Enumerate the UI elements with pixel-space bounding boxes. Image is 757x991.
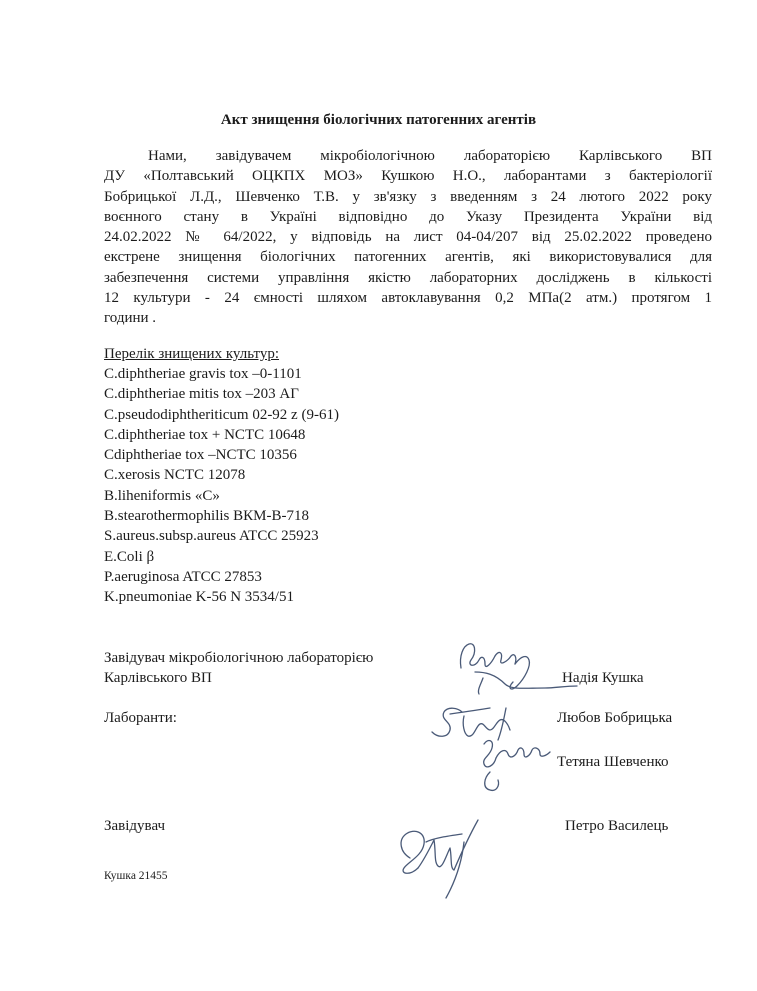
lab-name-1: Любов Бобрицька: [557, 710, 673, 726]
culture-item: K.pneumoniae K-56 N 3534/51: [104, 589, 294, 606]
manager-signature-icon: [390, 812, 490, 902]
culture-item: C.pseudodiphtheriticum 02-92 z (9-61): [104, 406, 339, 423]
body-line: екстрене знищення біологічних патогенних агентів, які використовувалися для: [104, 249, 712, 266]
cultures-list: [104, 364, 339, 608]
body-line: години .: [104, 310, 157, 327]
body-line: воєнного стану в Україні відповідно до Указу Президента України від: [104, 208, 712, 225]
culture-item: B.stearothermophilis ВКМ-В-718: [104, 508, 309, 525]
act-body-paragraph: [104, 146, 712, 329]
manager-name: Петро Василець: [565, 818, 669, 834]
head-signature-icon: [455, 638, 580, 700]
culture-item: P.aeruginosa ATCC 27853: [104, 568, 262, 585]
document-title: Акт знищення біологічних патогенних агентів: [220, 112, 537, 128]
culture-item: B.liheniformis «C»: [104, 487, 220, 504]
head-title-line2: Карлівського ВП: [104, 670, 212, 686]
culture-item: C.diphtheriae tox + NCTC 10648: [104, 426, 306, 443]
culture-item: C.diphtheriae gravis tox –0-1101: [104, 366, 302, 382]
lab-name-2: Тетяна Шевченко: [557, 754, 669, 770]
head-title-line1: Завідувач мікробіологічною лабораторією: [104, 650, 374, 666]
body-line: 12 культури - 24 ємності шляхом автоклавування 0,2 МПа(2 атм.) протягом 1: [104, 290, 712, 307]
lab-signature-2-icon: [470, 734, 560, 796]
body-line: Нами, завідувачем мікробіологічною лабораторією Карлівського ВП: [148, 148, 712, 164]
culture-item: S.aureus.subsp.aureus ATCC 25923: [104, 528, 319, 545]
manager-title: Завідувач: [104, 818, 166, 834]
lab-title: Лаборанти:: [104, 710, 177, 726]
body-line: 24.02.2022 № 64/2022, у відповідь на лист 04-04/207 від 25.02.2022 проведено: [104, 229, 712, 246]
culture-item: C.diphtheriae mitis tox –203 АГ: [104, 386, 299, 403]
footer-note: Кушка 21455: [104, 870, 168, 882]
head-name: Надія Кушка: [562, 670, 644, 686]
body-line: забезпечення системи управління якістю лабораторних досліджень в кількості: [104, 269, 712, 286]
body-line: ДУ «Полтавський ОЦКПХ МОЗ» Кушкою Н.О., лаборантами з бактеріології: [104, 168, 712, 185]
culture-item: C.xerosis NCTC 12078: [104, 467, 246, 484]
culture-item: E.Coli β: [104, 548, 155, 565]
cultures-list-heading: Перелік знищених культур:: [104, 346, 280, 362]
body-line: Бобрицької Л.Д., Шевченко Т.В. у зв'язку з введенням з 24 лютого 2022 року: [104, 188, 712, 205]
culture-item: Cdiphtheriae tox –NCTC 10356: [104, 447, 297, 464]
